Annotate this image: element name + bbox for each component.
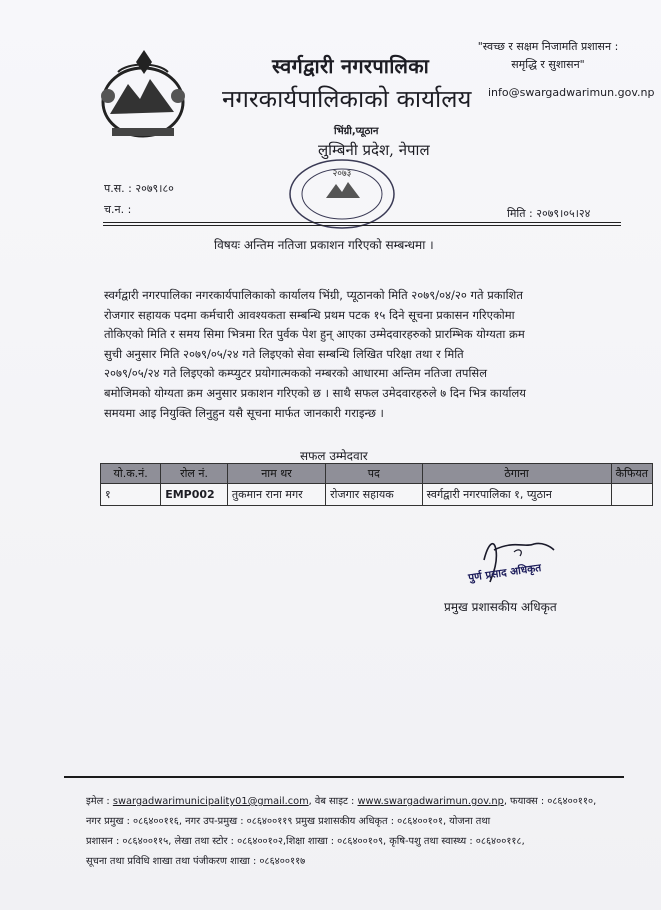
table-caption: सफल उम्मेदवार bbox=[300, 449, 368, 463]
body-line: रोजगार सहायक पदमा कर्मचारी आवश्यकता सम्बन्धि प्रथम पटक १५ दिने सूचना प्रकासन गरिएकोमा bbox=[104, 307, 515, 322]
footer-line-3: प्रशासन : ०८६४००११५, लेखा तथा स्टोर : ०८६४००१०२,शिक्षा शाखा : ०८६४००१०९, कृषि-पशु तथा स्वास्थ्य : ०८६४००११८, bbox=[86, 836, 525, 847]
col-name: नाम थर bbox=[227, 464, 325, 484]
cn-number bbox=[104, 202, 131, 217]
cell-roll: EMP002 bbox=[161, 484, 228, 506]
footer-line-1 bbox=[86, 792, 631, 812]
col-address: ठेगाना bbox=[422, 464, 611, 484]
table-row bbox=[101, 484, 653, 506]
col-serial: यो.क.नं. bbox=[101, 464, 161, 484]
col-post: पद bbox=[326, 464, 422, 484]
ps-number bbox=[104, 181, 174, 196]
body-line: स्वर्गद्वारी नगरपालिका नगरकार्यपालिकाको कार्यालय भिंग्री, प्यूठानको मिति २०७९/०४/२० गते प्रकाशित bbox=[104, 288, 523, 302]
body-line: तोकिएको मिति र समय सिमा भित्रमा रित पुर्वक पेश हुन् आएका उम्मेदवारहरुको प्रारम्भिक योग्यता क्रम bbox=[104, 327, 525, 342]
cell-serial: १ bbox=[101, 484, 161, 506]
motto-line-1: "स्वच्छ र सक्षम निजामति प्रशासन : bbox=[477, 40, 619, 53]
province: लुम्बिनी प्रदेश, नेपाल bbox=[318, 141, 430, 159]
header-divider-2 bbox=[103, 225, 621, 226]
cell-address: स्वर्गद्वारी नगरपालिका १, प्युठान bbox=[422, 484, 611, 506]
footer-line-4: सूचना तथा प्रविधि शाखा तथा पंजीकरण शाखा : ०८६४००११७ bbox=[86, 856, 306, 867]
motto bbox=[453, 38, 643, 74]
footer-line-2: नगर प्रमुख : ०८६४००११६, नगर उप-प्रमुख : ०८६४००११९ प्रमुख प्रशासकीय अधिकृत : ०८६४००१०१, योजना तथा bbox=[86, 816, 491, 827]
email-label: इमेल : bbox=[86, 796, 110, 807]
date-label: मिति : bbox=[507, 207, 533, 220]
cn-label: च.न. : bbox=[104, 203, 132, 216]
footer-contacts bbox=[86, 792, 631, 872]
subject-line: विषयः अन्तिम नतिजा प्रकाशन गरिएको सम्बन्धमा । bbox=[214, 238, 434, 252]
footer-divider bbox=[64, 776, 624, 778]
signatory-title: प्रमुख प्रशासकीय अधिकृत bbox=[444, 600, 557, 614]
col-remarks: कैफियत bbox=[611, 464, 652, 484]
office-seal-icon bbox=[282, 154, 402, 230]
ps-value: २०७९।८० bbox=[135, 182, 174, 195]
office-email[interactable]: info@swargadwarimun.gov.np bbox=[488, 86, 655, 99]
website-link[interactable]: www.swargadwarimun.gov.np bbox=[357, 796, 504, 807]
org-name: स्वर्गद्वारी नगरपालिका bbox=[272, 54, 430, 78]
body-line: बमोजिमको योग्यता क्रम अनुसार प्रकाशन गरिएको छ । साथै सफल उमेदवारहरुले ७ दिन भित्र कार्यालय bbox=[104, 385, 526, 400]
seal-year: २०७३ bbox=[332, 169, 352, 179]
cell-remarks bbox=[611, 484, 652, 506]
office-name: नगरकार्यपालिकाको कार्यालय bbox=[222, 85, 472, 113]
motto-line-2: समृद्धि र सुशासन" bbox=[511, 58, 585, 71]
date-value: २०७९।०५।२४ bbox=[536, 207, 591, 220]
cell-name: तुकमान राना मगर bbox=[227, 484, 325, 506]
results-table bbox=[100, 463, 653, 506]
col-roll: रोल नं. bbox=[161, 464, 228, 484]
body-line: सुची अनुसार मिति २०७९/०५/२४ गते लिइएको सेवा सम्बन्धि लिखित परिक्षा तथा र मिति bbox=[104, 346, 464, 361]
website-label: , वेब साइट : bbox=[308, 796, 355, 807]
notice-body bbox=[104, 286, 625, 423]
cell-post: रोजगार सहायक bbox=[326, 484, 422, 506]
footer-email-link[interactable]: swargadwarimunicipality01@gmail.com bbox=[112, 796, 309, 807]
letter-date bbox=[507, 206, 590, 221]
ps-label: प.स. : bbox=[104, 182, 132, 195]
table-header-row bbox=[101, 464, 653, 484]
header-divider bbox=[103, 222, 621, 223]
place: भिंग्री,प्यूठान bbox=[334, 126, 379, 137]
body-line: २०७९/०५/२४ गते लिइएको कम्प्युटर प्रयोगात्मकको नम्बरको आधारमा अन्तिम नतिजा तपसिल bbox=[104, 366, 488, 381]
fax: , फयाक्स : ०८६४००११०, bbox=[503, 796, 597, 807]
nepal-emblem-icon bbox=[88, 44, 198, 144]
official-stamp: पुर्ण प्रसाद अधिकृत bbox=[467, 561, 542, 585]
body-line: समयमा आइ नियुक्ति लिनुहुन यसै सूचना मार्फत जानकारी गराइन्छ । bbox=[104, 405, 384, 420]
